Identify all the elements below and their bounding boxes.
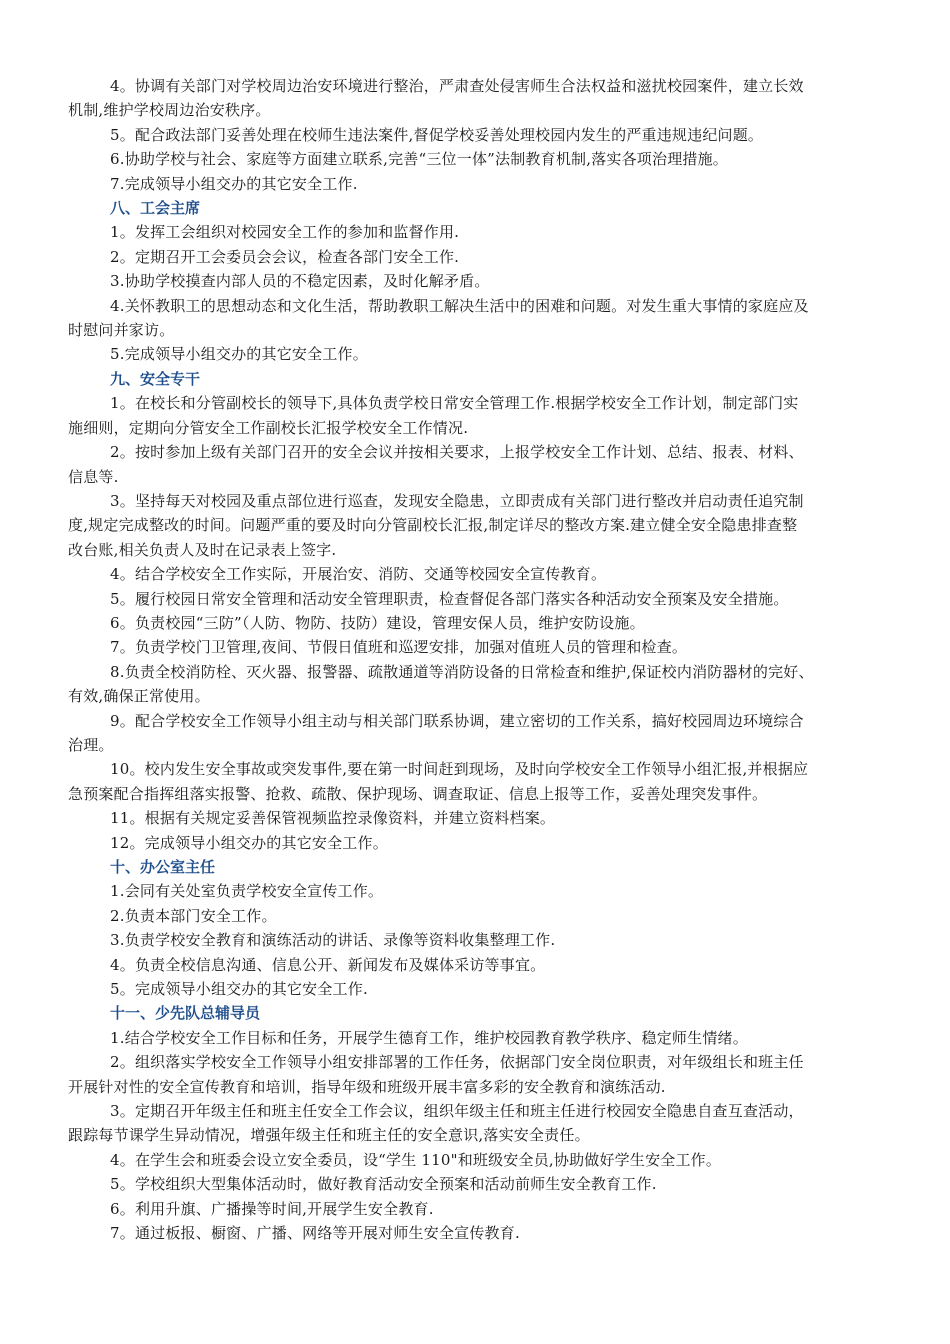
paragraph-line: 1.结合学校安全工作目标和任务，开展学生德育工作，维护校园教育教学秩序、稳定师生情绪。 (110, 1028, 748, 1047)
paragraph-line: 2。组织落实学校安全工作领导小组安排部署的工作任务，依据部门安全岗位职责，对年级组长和班主任 (110, 1053, 804, 1072)
paragraph-line: 2。定期召开工会委员会会议，检查各部门安全工作. (110, 247, 460, 266)
paragraph-line: 5.完成领导小组交办的其它安全工作。 (110, 345, 368, 364)
paragraph-continuation-line: 急预案配合指挥组落实报警、抢救、疏散、保护现场、调查取证、信息上报等工作，妥善处理突发事件。 (68, 784, 768, 803)
section-heading: 九、安全专干 (110, 369, 201, 388)
paragraph-line: 1.会同有关处室负责学校安全宣传工作。 (110, 882, 384, 901)
paragraph-line: 5。履行校园日常安全管理和活动安全管理职责，检查督促各部门落实各种活动安全预案及安全措施。 (110, 589, 789, 608)
paragraph-line: 4。负责全校信息沟通、信息公开、新闻发布及媒体采访等事宜。 (110, 955, 546, 974)
paragraph-continuation-line: 开展针对性的安全宣传教育和培训，指导年级和班级开展丰富多彩的安全教育和演练活动. (68, 1077, 666, 1096)
paragraph-line: 6。利用升旗、广播操等时间,开展学生安全教育. (110, 1199, 434, 1218)
paragraph-line: 3.负责学校安全教育和演练活动的讲话、录像等资料收集整理工作. (110, 931, 556, 950)
paragraph-continuation-line: 有效,确保正常使用。 (68, 687, 210, 706)
paragraph-line: 4。协调有关部门对学校周边治安环境进行整治，严肃查处侵害师生合法权益和滋扰校园案件，建立长效 (110, 77, 804, 95)
paragraph-line: 6.协助学校与社会、家庭等方面建立联系,完善“三位一体”法制教育机制,落实各项治理措施。 (110, 150, 728, 169)
paragraph-line: 1。在校长和分管副校长的领导下,具体负责学校日常安全管理工作.根据学校安全工作计划，制定部门实 (110, 394, 799, 413)
paragraph-line: 8.负责全校消防栓、灭火器、报警器、疏散通道等消防设备的日常检查和维护,保证校内消防器材的完好、 (110, 662, 814, 681)
paragraph-line: 12。完成领导小组交办的其它安全工作。 (110, 833, 388, 852)
paragraph-line: 1。发挥工会组织对校园安全工作的参加和监督作用. (110, 223, 460, 242)
paragraph-line: 3。坚持每天对校园及重点部位进行巡查，发现安全隐患，立即责成有关部门进行整改并启动责任追究制 (110, 491, 804, 510)
document-body (68, 74, 882, 1246)
section-heading: 十一、少先队总辅导员 (110, 1004, 261, 1023)
section-heading: 八、工会主席 (110, 199, 201, 218)
paragraph-continuation-line: 信息等. (68, 467, 119, 486)
paragraph-line: 6。负责校园“三防”（人防、物防、技防）建设，管理安保人员，维护安防设施。 (110, 613, 645, 632)
paragraph-continuation-line: 机制,维护学校周边治安秩序。 (68, 101, 271, 120)
paragraph-continuation-line: 改台账,相关负责人及时在记录表上签字. (68, 540, 337, 559)
paragraph-line: 4。结合学校安全工作实际，开展治安、消防、交通等校园安全宣传教育。 (110, 565, 607, 584)
paragraph-line: 5。学校组织大型集体活动时，做好教育活动安全预案和活动前师生安全教育工作. (110, 1175, 657, 1194)
paragraph-continuation-line: 治理。 (68, 735, 114, 754)
paragraph-continuation-line: 跟踪每节课学生异动情况，增强年级主任和班主任的安全意识,落实安全责任。 (68, 1126, 590, 1145)
paragraph-line: 4。在学生会和班委会设立安全委员，设“学生 110"和班级安全员,协助做好学生安全工作。 (110, 1150, 722, 1169)
paragraph-line: 7。通过板报、橱窗、广播、网络等开展对师生安全宣传教育. (110, 1224, 520, 1243)
paragraph-line: 5。完成领导小组交办的其它安全工作. (110, 980, 368, 999)
paragraph-line: 2。按时参加上级有关部门召开的安全会议并按相关要求，上报学校安全工作计划、总结、报表、材料、 (110, 443, 804, 462)
section-heading: 十、办公室主任 (110, 858, 216, 876)
paragraph-line: 3.协助学校摸查内部人员的不稳定因素，及时化解矛盾。 (110, 272, 490, 291)
paragraph-line: 9。配合学校安全工作领导小组主动与相关部门联系协调，建立密切的工作关系，搞好校园周边环境综合 (110, 711, 804, 730)
paragraph-line: 11。根据有关规定妥善保管视频监控录像资料，并建立资料档案。 (110, 809, 556, 828)
paragraph-continuation-line: 度,规定完成整改的时间。问题严重的要及时向分管副校长汇报,制定详尽的整改方案.建立健全安全隐患排查整 (68, 516, 798, 535)
paragraph-line: 5。配合政法部门妥善处理在校师生违法案件,督促学校妥善处理校园内发生的严重违规违纪问题。 (110, 125, 764, 144)
paragraph-line: 4.关怀教职工的思想动态和文化生活，帮助教职工解决生活中的困难和问题。对发生重大事情的家庭应及 (110, 296, 809, 315)
paragraph-line: 3。定期召开年级主任和班主任安全工作会议，组织年级主任和班主任进行校园安全隐患自查互查活动， (110, 1102, 804, 1121)
paragraph-line: 2.负责本部门安全工作。 (110, 906, 277, 925)
paragraph-line: 7.完成领导小组交办的其它安全工作. (110, 174, 358, 193)
paragraph-continuation-line: 施细则，定期向分管安全工作副校长汇报学校安全工作情况. (68, 418, 469, 437)
paragraph-line: 10。校内发生安全事故或突发事件,要在第一时间赶到现场，及时向学校安全工作领导小组汇报,并根据应 (110, 760, 809, 779)
paragraph-continuation-line: 时慰问并家访。 (68, 321, 175, 340)
paragraph-line: 7。负责学校门卫管理,夜间、节假日值班和巡逻安排，加强对值班人员的管理和检查。 (110, 638, 688, 657)
